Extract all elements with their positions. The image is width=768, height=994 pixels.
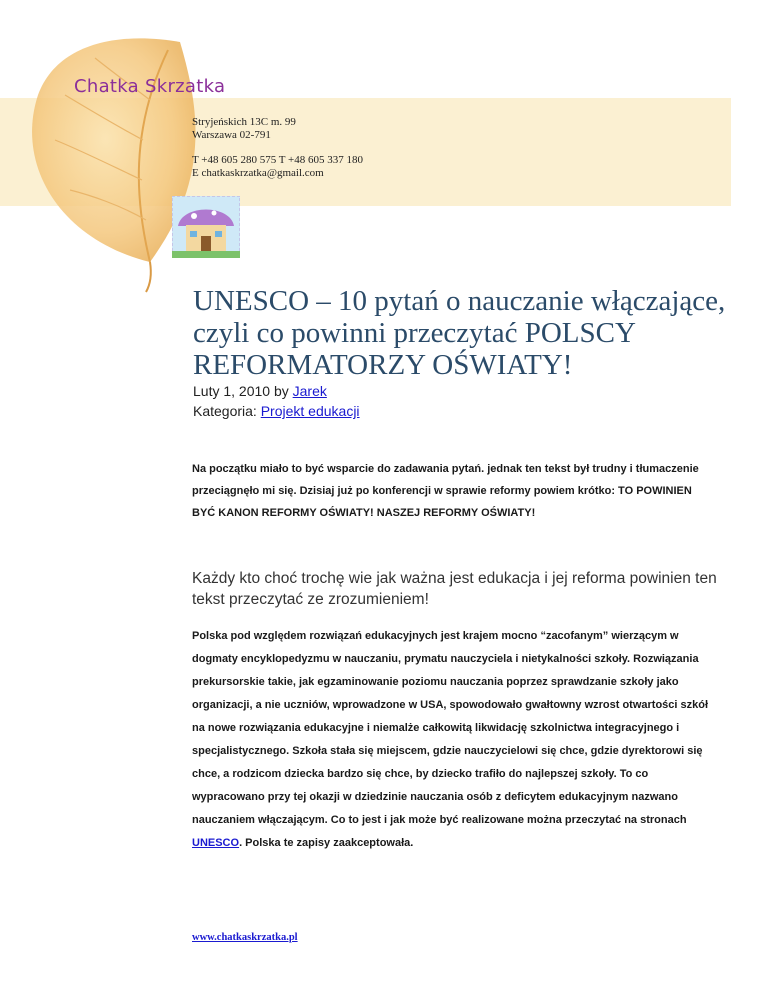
article-date: Luty 1, 2010 by: [193, 383, 293, 399]
contact-phones: T +48 605 280 575 T +48 605 337 180: [192, 154, 363, 166]
article-meta: [193, 381, 360, 421]
article-date-line: [193, 381, 360, 401]
contact-city: Warszawa 02-791: [192, 129, 271, 141]
footer: [192, 932, 298, 943]
category-label: Kategoria:: [193, 403, 261, 419]
contact-street: Stryjeńskich 13C m. 99: [192, 116, 296, 128]
contact-block: [192, 116, 363, 180]
body-text-after: . Polska te zapisy zaakceptowała.: [239, 837, 414, 849]
article-intro: Na początku miało to być wsparcie do zadawania pytań. jednak ten tekst był trudny i tłumaczenie przeciągnęło mi się. Dzisiaj już po konferencji w sprawie reformy powiem krótko: TO POWINIEN BYĆ KANON REFORMY OŚWIATY! NASZEJ REFORMY OŚWIATY!: [192, 463, 699, 519]
contact-email: E chatkaskrzatka@gmail.com: [192, 167, 324, 179]
article-lead: Każdy kto choć trochę wie jak ważna jest edukacja i jej reforma powinien ten tekst przeczytać ze zrozumieniem!: [192, 570, 717, 608]
article-category-line: [193, 401, 360, 421]
footer-url-link[interactable]: www.chatkaskrzatka.pl: [192, 932, 298, 943]
category-link[interactable]: Projekt edukacji: [260, 403, 360, 419]
article-body: [192, 625, 712, 855]
unesco-link[interactable]: UNESCO: [192, 837, 240, 849]
article-title: UNESCO – 10 pytań o nauczanie włączające, czyli co powinni przeczytać POLSCY REFORMATORZY OŚWIATY!: [193, 285, 726, 381]
body-text-before: Polska pod względem rozwiązań edukacyjnych jest krajem mocno “zacofanym” wierzącym w dogmaty encyklopedyzmu w nauczaniu, prymatu nauczyciela i nietykalności szkoły. Rozwiązania prekursorskie takie, jak egzaminowanie poziomu nauczania poprzez sprawdzanie szkoły jako organizacji, a nie uczniów, wprowadzone w USA, spowodowało gwałtowny wzrost otwartości szkół na nowe rozwiązania edukacyjne i niemalże całkowitą likwidację szkolnictwa integracyjnego i specjalistycznego. Szkoła stała się miejscem, gdzie nauczycielowi się chce, gdzie dyrektorowi się chce, a rodzicom dziecka bardzo się chce, by dziecko trafiło do najlepszej szkoły. To co wypracowano przy tej okazji w dziedzinie nauczania osób z deficytem edukacyjnym nazwano nauczaniem włączającym. Co to jest i jak może być realizowane można przeczytać na stronach: [192, 630, 709, 826]
author-link[interactable]: Jarek: [292, 383, 327, 399]
brand-name: Chatka Skrzatka: [74, 76, 226, 97]
logo-image: [172, 196, 240, 258]
